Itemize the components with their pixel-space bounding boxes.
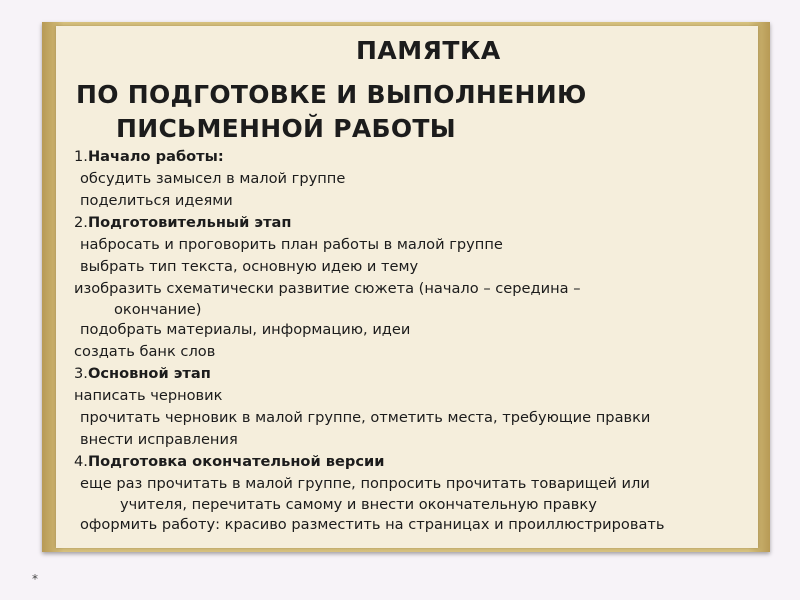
list-item: создать банк слов — [74, 343, 216, 360]
page-subtitle — [76, 78, 587, 146]
list-item — [74, 473, 754, 514]
list-item-continuation: учителя, перечитать самому и внести окончательную правку — [120, 496, 597, 513]
list-item: прочитать черновик в малой группе, отметить места, требующие правки — [80, 409, 651, 426]
list-item: оформить работу: красиво разместить на страницах и проиллюстрировать — [80, 516, 665, 533]
section-title-1: Начало работы: — [87, 148, 224, 165]
section-title-3: Основной этап — [87, 365, 211, 382]
subtitle-line-1: ПО ПОДГОТОВКЕ И ВЫПОЛНЕНИЮ — [76, 80, 587, 109]
list-item: набросать и проговорить план работы в малой группе — [80, 236, 503, 253]
section-heading-3 — [74, 363, 754, 385]
section-heading-4 — [74, 451, 754, 473]
section-heading-2 — [74, 212, 754, 234]
list-item: обсудить замысел в малой группе — [80, 170, 346, 187]
page-title: ПАМЯТКА — [356, 36, 501, 65]
subtitle-line-2: ПИСЬМЕННОЙ РАБОТЫ — [116, 114, 456, 143]
memo-list — [74, 146, 754, 536]
footer-mark: * — [32, 572, 38, 586]
list-item-text: изобразить схематически развитие сюжета (начало – середина – — [74, 280, 581, 297]
list-item: написать черновик — [74, 387, 223, 404]
list-item: внести исправления — [80, 431, 238, 448]
section-number-2: 2. — [74, 214, 88, 231]
list-item — [74, 278, 754, 319]
section-number-4: 4. — [74, 453, 88, 470]
list-item-text: еще раз прочитать в малой группе, попросить прочитать товарищей или — [80, 475, 650, 492]
section-number-1: 1. — [74, 148, 88, 165]
list-item: подобрать материалы, информацию, идеи — [80, 321, 411, 338]
list-item: выбрать тип текста, основную идею и тему — [80, 258, 419, 275]
section-number-3: 3. — [74, 365, 88, 382]
list-item-continuation: окончание) — [114, 301, 202, 318]
section-heading-1 — [74, 146, 754, 168]
list-item: поделиться идеями — [80, 192, 233, 209]
section-title-4: Подготовка окончательной версии — [87, 453, 385, 470]
section-title-2: Подготовительный этап — [87, 214, 292, 231]
